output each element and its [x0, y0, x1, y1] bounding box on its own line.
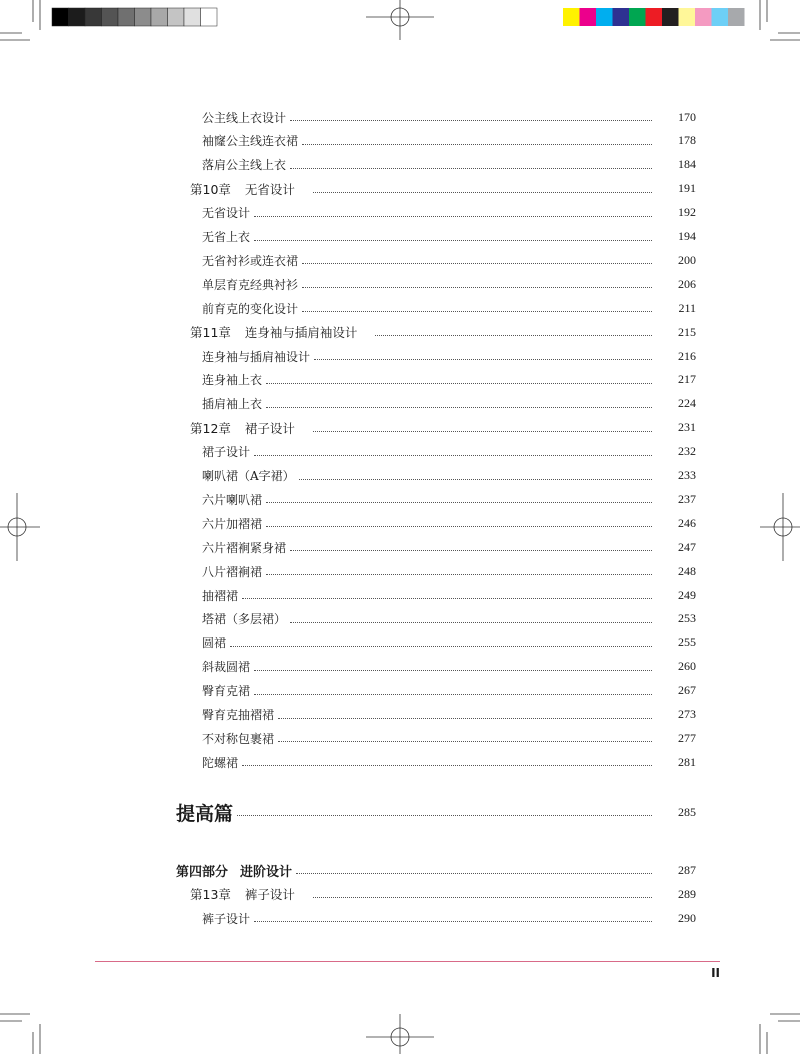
toc-entry-chapter[interactable] [176, 322, 696, 342]
toc-dot-leader [230, 645, 652, 647]
color-swatch [646, 8, 663, 26]
toc-entry-section[interactable] [176, 227, 696, 247]
toc-entry-section[interactable] [176, 561, 696, 581]
toc-page-number: 273 [678, 707, 696, 721]
registration-target-top [366, 0, 434, 40]
gray-swatch [184, 8, 201, 26]
toc-entry-title-text: 塔裙（多层裙） [202, 612, 287, 627]
toc-entry-title-text: 臀育克抽褶裙 [202, 708, 275, 722]
registration-target-right [760, 493, 800, 561]
toc-page-number: 200 [678, 252, 696, 267]
toc-entry-title-text: 连身袖与插肩袖设计 [202, 349, 311, 364]
toc-page-number: 192 [678, 205, 696, 220]
toc-entry-section[interactable] [176, 466, 696, 486]
toc-entry-title-text: 臀育克裙 [202, 684, 251, 699]
toc-entry-section[interactable] [176, 657, 696, 677]
toc-entry-title-text: 单层育克经典衬衫 [202, 277, 299, 292]
toc-dot-leader [254, 669, 652, 671]
color-swatch [580, 8, 597, 26]
toc-dot-leader [266, 382, 652, 384]
toc-page-number: 289 [678, 886, 696, 901]
toc-entry-title-text: 无省设计 [244, 181, 295, 197]
gray-swatch [69, 8, 86, 26]
toc-entry-chapter[interactable] [176, 884, 696, 904]
page-folio: II [711, 966, 720, 980]
toc-entry-section[interactable] [176, 298, 696, 318]
toc-entry-title [176, 910, 250, 927]
toc-entry-title-text: 提高篇 [176, 802, 234, 825]
toc-dot-leader [242, 764, 652, 766]
toc-entry-section[interactable] [176, 442, 696, 462]
toc-entry-title-text: 抽褶裙 [202, 588, 239, 603]
color-swatch [712, 8, 729, 26]
toc-entry-section[interactable] [176, 250, 696, 270]
color-swatch [695, 8, 712, 26]
toc-entry-part[interactable] [176, 860, 696, 880]
toc-entry-title-text: 连身袖上衣 [202, 373, 263, 388]
toc-page-number: 249 [678, 587, 696, 602]
toc-page-number: 231 [678, 420, 696, 435]
toc-entry-title [176, 252, 298, 269]
toc-entry-title [176, 610, 286, 627]
toc-entry-title [176, 276, 298, 293]
toc-entry-title [176, 323, 357, 341]
toc-entry-title [176, 634, 226, 651]
toc-entry-title [176, 706, 274, 723]
toc-entry-title-text: 裤子设计 [202, 911, 251, 926]
toc-page-number: 170 [678, 109, 696, 124]
toc-dot-leader [254, 239, 652, 241]
toc-entry-section[interactable] [176, 394, 696, 414]
toc-entry-title [176, 419, 295, 437]
color-swatch [662, 8, 679, 26]
toc-entry-title-text: 裙子设计 [244, 420, 295, 436]
toc-dot-leader [296, 872, 652, 874]
toc-entry-section[interactable] [176, 537, 696, 557]
toc-page-number: 215 [678, 324, 696, 339]
toc-page-number: 260 [678, 659, 696, 674]
toc-entry-chapter[interactable] [176, 179, 696, 199]
gray-swatch [151, 8, 168, 26]
color-swatch [629, 8, 646, 26]
toc-dot-leader [290, 167, 652, 169]
toc-entry-title-text: 无省上衣 [202, 230, 251, 244]
toc-entry-title [176, 515, 262, 532]
toc-entry-section[interactable] [176, 370, 696, 390]
toc-entry-section[interactable] [176, 155, 696, 175]
toc-entry-title [176, 180, 295, 198]
toc-page-number: 281 [678, 754, 696, 769]
toc-entry-title-text: 插肩袖上衣 [202, 397, 263, 412]
toc-entry-title [176, 682, 250, 699]
toc-entry-section[interactable] [176, 274, 696, 294]
toc-page-number: 287 [678, 862, 696, 877]
toc-entry-title [176, 443, 250, 460]
toc-dot-leader [254, 920, 652, 922]
toc-entry-title [176, 300, 298, 317]
toc-dot-leader [299, 478, 652, 480]
toc-entry-title [176, 204, 250, 221]
toc-entry-title [176, 730, 274, 747]
gray-swatch [135, 8, 152, 26]
toc-dot-leader [254, 215, 652, 217]
toc-entry-title-text: 前育克的变化设计 [202, 301, 299, 316]
toc-entry-number: 第10章 [190, 181, 231, 197]
toc-page-number: 253 [678, 611, 696, 626]
toc-entry-title-text: 六片喇叭裙 [202, 492, 263, 507]
toc-page-number: 194 [678, 229, 696, 243]
toc-page-number: 255 [678, 635, 696, 650]
toc-entry-title-text: 不对称包裹裙 [202, 731, 275, 746]
toc-entry-title [176, 491, 262, 508]
toc-entry-section[interactable] [176, 752, 696, 772]
toc-page-number: 277 [678, 730, 696, 745]
gray-swatch [102, 8, 119, 26]
toc-page-number: 248 [678, 563, 696, 578]
toc-dot-leader [302, 310, 652, 312]
toc-entry-section[interactable] [176, 107, 696, 127]
toc-entry-section[interactable] [176, 681, 696, 701]
toc-page-number: 217 [678, 372, 696, 387]
crop-mark-top-left [0, 0, 40, 40]
toc-entry-title [176, 371, 262, 388]
toc-entry-title [176, 799, 233, 826]
toc-dot-leader [302, 143, 652, 145]
gray-swatch [201, 8, 218, 26]
toc-page-number: 211 [678, 300, 696, 315]
toc-entry-title-text: 无省设计 [202, 206, 251, 221]
toc-page-number: 233 [678, 468, 696, 482]
gray-swatch [52, 8, 69, 26]
gray-swatch [168, 8, 185, 26]
toc-entry-title [176, 539, 286, 556]
toc-page-number: 290 [678, 910, 696, 925]
toc-page-number: 247 [678, 539, 696, 554]
toc-page-number: 206 [678, 276, 696, 291]
toc-entry-title-text: 裤子设计 [244, 887, 295, 903]
toc-entry-title [176, 348, 310, 365]
toc-entry-title [176, 754, 238, 771]
crop-mark-bottom-left [0, 1014, 40, 1054]
toc-entry-title-text: 圆裙 [202, 636, 227, 651]
toc-entry-title [176, 563, 262, 580]
toc-dot-leader [290, 549, 652, 551]
toc-entry-book[interactable] [176, 802, 696, 825]
toc-entry-title-text: 六片加褶裙 [202, 516, 263, 531]
crop-mark-top-right [760, 0, 800, 40]
toc-entry-title [176, 156, 286, 173]
toc-dot-leader [266, 501, 652, 503]
toc-entry-title-text: 斜裁圆裙 [202, 660, 251, 675]
toc-dot-leader [266, 406, 652, 408]
toc-entry-section[interactable] [176, 908, 696, 928]
color-swatch [596, 8, 613, 26]
toc-dot-leader [302, 262, 652, 264]
toc-entry-title-text: 陀螺裙 [202, 755, 239, 770]
toc-page-number: 216 [678, 348, 696, 363]
crop-mark-bottom-right [760, 1014, 800, 1054]
toc-page-number: 178 [678, 133, 696, 148]
toc-entry-title-text: 连身袖与插肩袖设计 [244, 325, 358, 341]
toc-entry-section[interactable] [176, 203, 696, 223]
toc-dot-leader [314, 358, 652, 360]
toc-entry-title [176, 467, 295, 484]
toc-dot-leader [266, 525, 652, 527]
color-swatch [728, 8, 745, 26]
toc-entry-title-text: 六片褶裥紧身裙 [202, 540, 287, 555]
toc-dot-leader [278, 740, 652, 742]
toc-entry-title-text: 无省衬衫或连衣裙 [202, 253, 299, 268]
toc-entry-title [176, 861, 292, 880]
toc-dot-leader [266, 573, 652, 575]
toc-entry-title-text: 喇叭裙（A字裙） [202, 469, 295, 483]
toc-entry-section[interactable] [176, 633, 696, 653]
toc-dot-leader [254, 454, 652, 456]
color-calibration-bar [563, 8, 745, 26]
toc-dot-leader [290, 621, 652, 623]
toc-entry-section[interactable] [176, 131, 696, 151]
toc-entry-title [176, 132, 298, 149]
toc-dot-leader [278, 717, 652, 719]
toc-entry-title [176, 109, 286, 126]
toc-entry-title [176, 885, 295, 903]
toc-entry-section[interactable] [176, 728, 696, 748]
registration-target-left [0, 493, 40, 561]
toc-dot-leader [375, 334, 652, 336]
toc-entry-number: 第13章 [190, 887, 231, 903]
toc-entry-section[interactable] [176, 585, 696, 605]
toc-page-number: 224 [678, 396, 696, 411]
toc-dot-leader [313, 896, 652, 898]
toc-entry-title-text: 八片褶裥裙 [202, 564, 263, 579]
toc-dot-leader [313, 430, 652, 432]
toc-entry-section[interactable] [176, 346, 696, 366]
toc-entry-title-text: 落肩公主线上衣 [202, 158, 287, 173]
toc-page-number: 232 [678, 444, 696, 459]
toc-entry-title [176, 587, 238, 604]
toc-entry-title-text: 裙子设计 [202, 445, 251, 460]
registration-target-bottom [366, 1014, 434, 1054]
gray-swatch [85, 8, 102, 26]
toc-entry-section[interactable] [176, 609, 696, 629]
toc-dot-leader [242, 597, 652, 599]
color-swatch [613, 8, 630, 26]
toc-entry-section[interactable] [176, 705, 696, 725]
toc-entry-section[interactable] [176, 513, 696, 533]
gray-swatch [118, 8, 135, 26]
toc-dot-leader [290, 119, 652, 121]
toc-entry-title-text: 进阶设计 [240, 864, 293, 880]
toc-entry-title [176, 395, 262, 412]
toc-entry-title-text: 公主线上衣设计 [202, 110, 287, 125]
toc-entry-title-text: 袖窿公主线连衣裙 [202, 134, 299, 149]
toc-page-number: 246 [678, 515, 696, 530]
toc-entry-number: 第12章 [190, 420, 231, 436]
toc-dot-leader [254, 693, 652, 695]
toc-entry-number: 第四部分 [176, 864, 229, 880]
toc-page-number: 237 [678, 491, 696, 506]
gray-calibration-bar [52, 8, 217, 26]
toc-page-number: 184 [678, 157, 696, 172]
toc-dot-leader [313, 191, 652, 193]
color-swatch [679, 8, 696, 26]
toc-page-number: 191 [678, 181, 696, 196]
toc-entry-title [176, 658, 250, 675]
toc-entry-title [176, 228, 250, 245]
toc-page-number: 267 [678, 683, 696, 698]
color-swatch [563, 8, 580, 26]
toc-page-number: 285 [678, 804, 696, 819]
toc-entry-number: 第11章 [190, 325, 231, 341]
toc-entry-section[interactable] [176, 489, 696, 509]
toc-dot-leader [302, 286, 652, 288]
footer-rule [95, 961, 720, 962]
toc-dot-leader [237, 814, 652, 816]
toc-entry-chapter[interactable] [176, 418, 696, 438]
